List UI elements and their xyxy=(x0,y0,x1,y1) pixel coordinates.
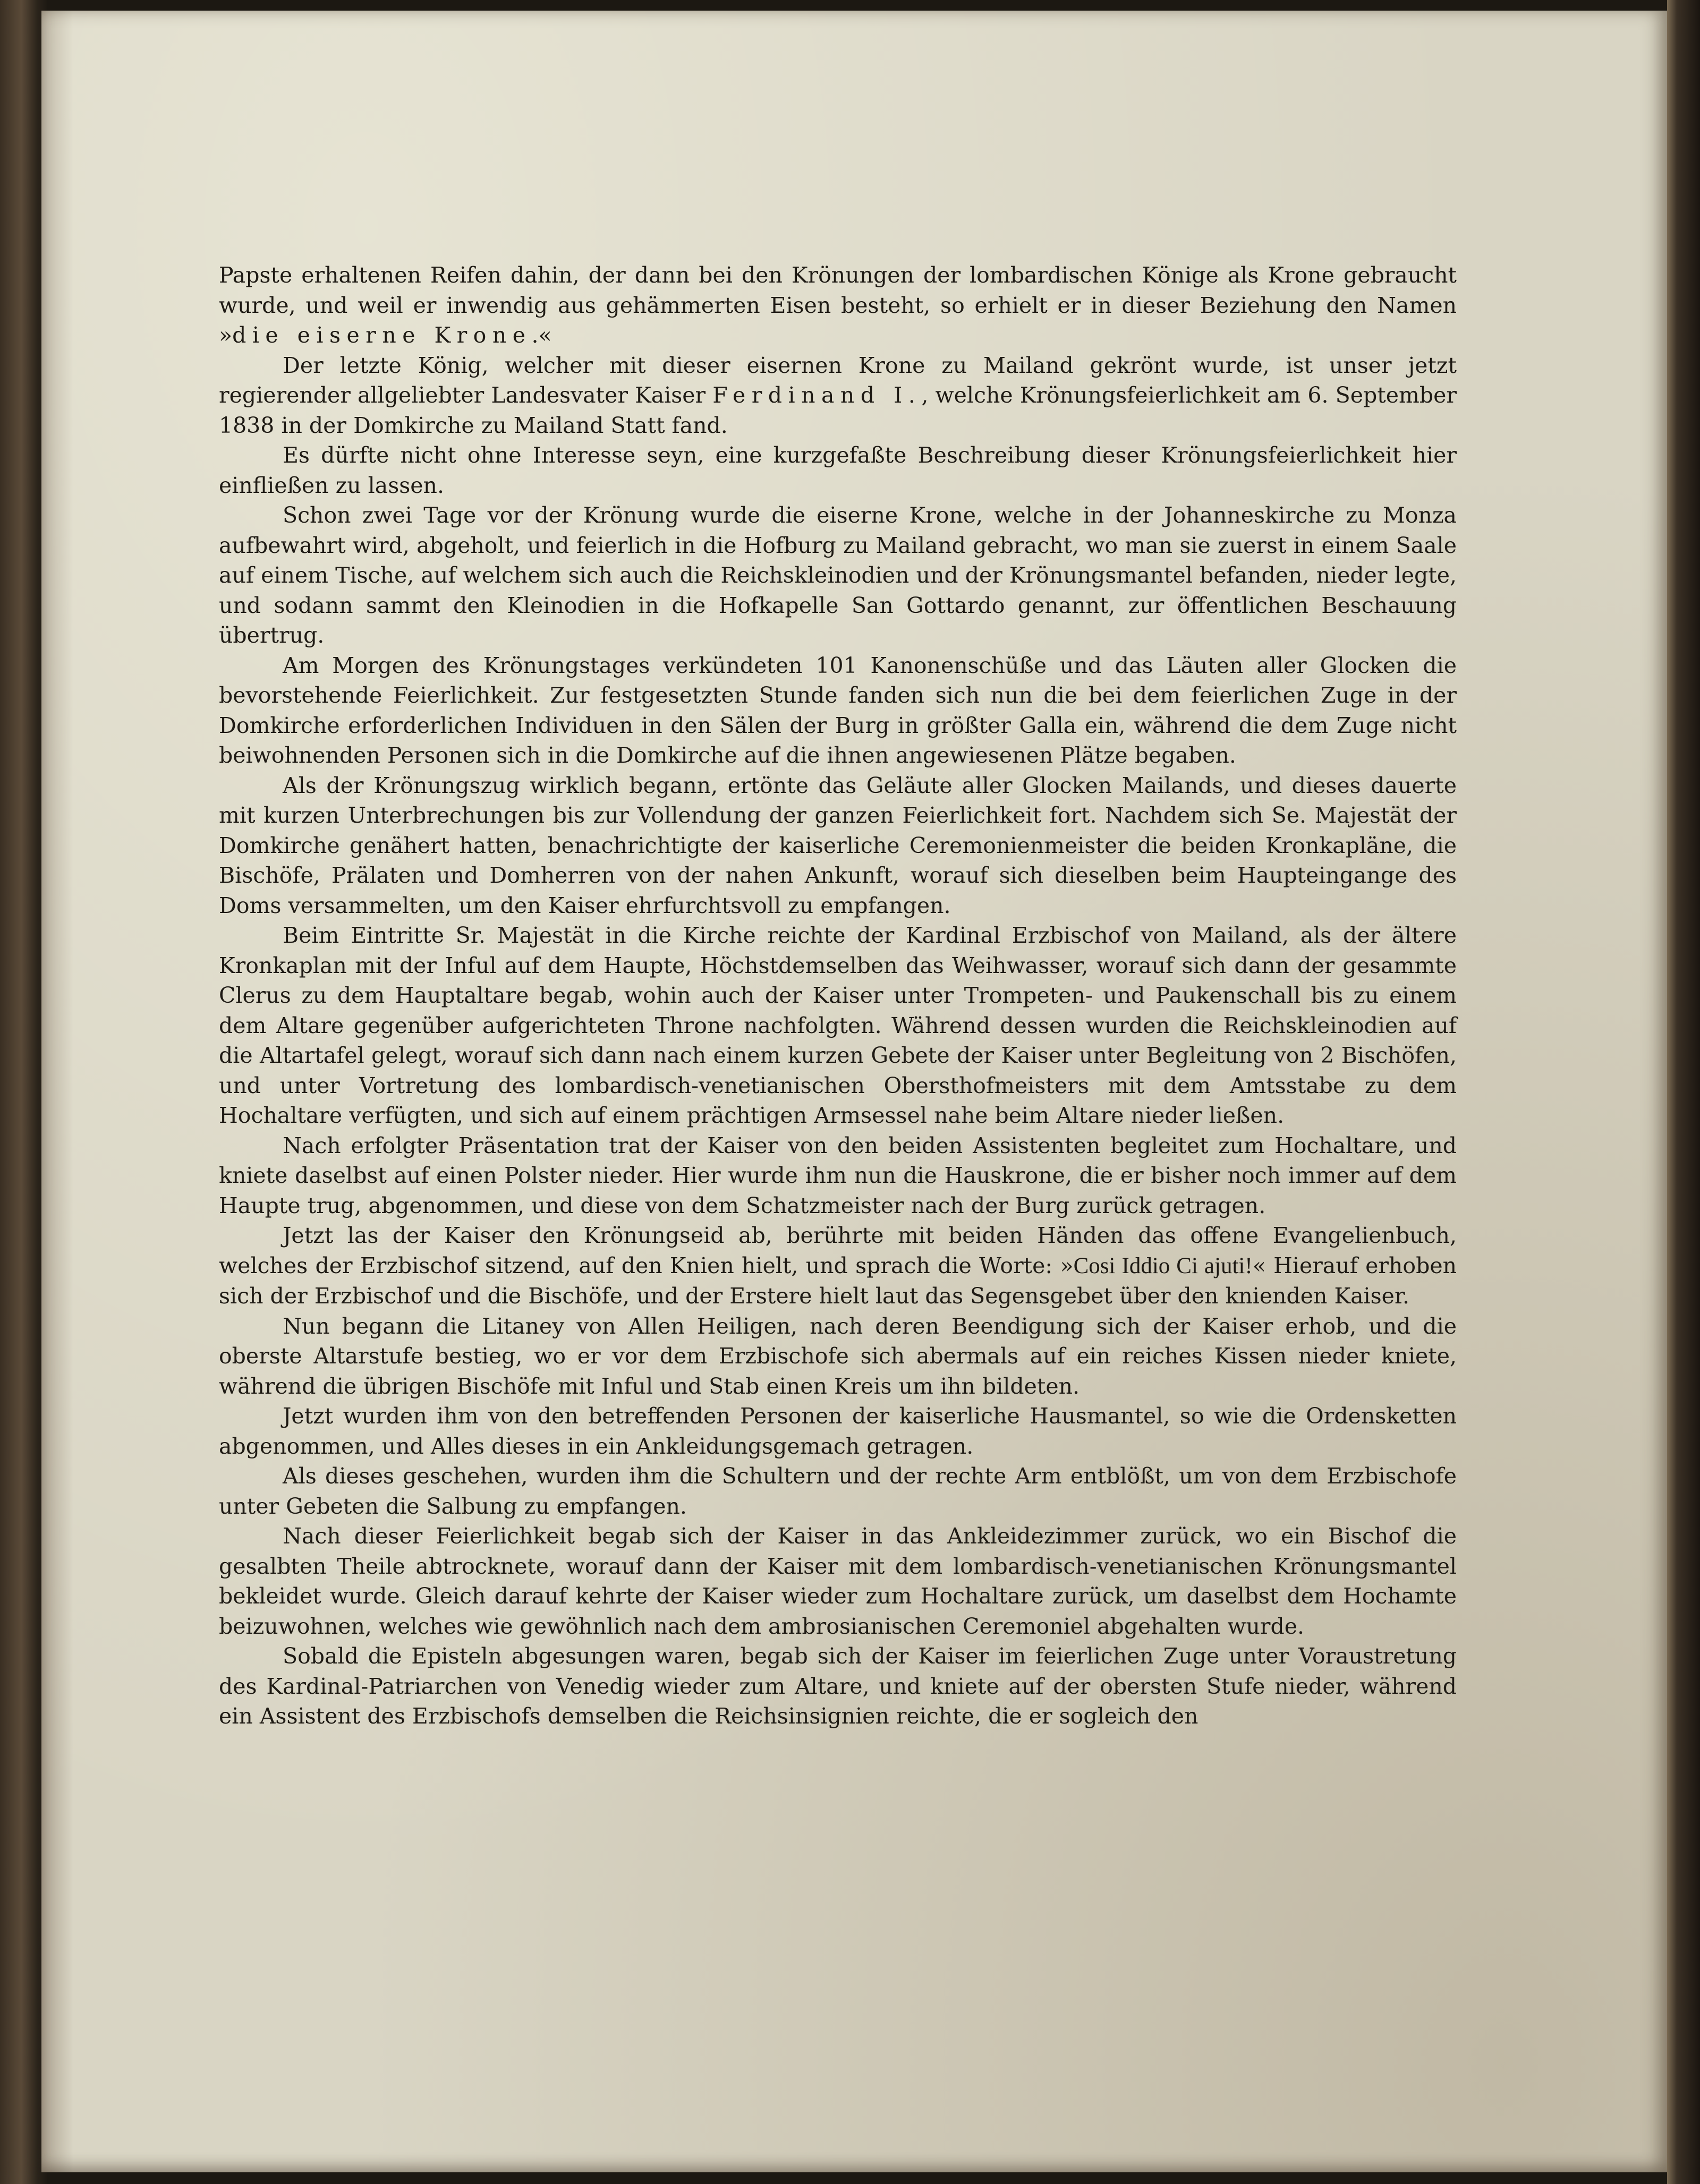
text-span: Sobald die Episteln abgesungen waren, begab sich der Kaiser im feierlichen Zuge unter Voraustretung des Kardinal-Patriarchen von Venedig wieder zum Altare, und kniete auf der obersten Stufe nieder, während ein Assistent des Erzbischofs demselben die Reichsinsignien reichte, die er sogleich den xyxy=(219,1643,1457,1729)
paragraph-7 xyxy=(219,920,1457,1131)
paragraph-11 xyxy=(219,1401,1457,1461)
emphasized-text: Ferdinand I. xyxy=(712,382,922,408)
text-span: Beim Eintritte Sr. Majestät in die Kirche reichte der Kardinal Erzbischof von Mailand, als der ältere Kronkaplan mit der Inful auf dem Haupte, Höchstdemselben das Weihwasser, worauf sich dann der gesammte Clerus zu dem Hauptaltare begab, wohin auch der Kaiser unter Trompeten- und Paukenschall bis zu einem dem Altare gegenüber aufgerichteten Throne nachfolgten. Während dessen wurden die Reichskleinodien auf die Altartafel gelegt, worauf sich dann nach einem kurzen Gebete der Kaiser unter Begleitung von 2 Bischöfen, und unter Vortretung des lombardisch-venetianischen Obersthofmeisters mit dem Amtsstabe zu dem Hochaltare verfügten, und sich auf einem prächtigen Armsessel nahe beim Altare nieder ließen. xyxy=(219,923,1457,1128)
text-span: Am Morgen des Krönungstages verkündeten 101 Kanonenschüße und das Läuten aller Glocken die bevorstehende Feierlichkeit. Zur festgesetzten Stunde fanden sich nun die bei dem feierlichen Zuge in der Domkirche erforderlichen Individuen in den Sälen der Burg in größter Galla ein, während die dem Zuge nicht beiwohnenden Personen sich in die Domkirche auf die ihnen angewiesenen Plätze begaben. xyxy=(219,652,1457,768)
paragraph-5 xyxy=(219,651,1457,771)
text-span: Der letzte König, welcher mit dieser eisernen Krone zu Mailand gekrönt wurde, ist unser jetzt regierender allgeliebter Landesvater Kaiser xyxy=(219,352,1457,408)
text-span: Papste erhaltenen Reifen dahin, der dann bei den Krönungen der lombardischen Könige als Krone gebraucht wurde, und weil er inwendig aus gehämmerten Eisen besteht, so erhielt er in dieser Beziehung den Namen » xyxy=(219,262,1457,348)
text-span: Jetzt wurden ihm von den betreffenden Personen der kaiserliche Hausmantel, so wie die Ordensketten abgenommen, und Alles dieses in ein Ankleidungsgemach getragen. xyxy=(219,1403,1457,1459)
paragraph-9 xyxy=(219,1221,1457,1311)
paragraph-1 xyxy=(219,260,1457,351)
text-span: .« xyxy=(531,322,552,348)
paragraph-6 xyxy=(219,771,1457,921)
text-span: Es dürfte nicht ohne Interesse seyn, eine kurzgefaßte Beschreibung dieser Krönungsfeierlichkeit hier einfließen zu lassen. xyxy=(219,442,1457,498)
text-span: « Hierauf erhoben sich der Erzbischof und die Bischöfe, und der Erstere hielt laut das Segensgebet über den knienden Kaiser. xyxy=(219,1252,1457,1309)
page-text xyxy=(219,260,1457,1731)
paragraph-8 xyxy=(219,1131,1457,1221)
latin-quote: Cosi Iddio Ci ajuti! xyxy=(1073,1253,1253,1278)
text-span: Nach dieser Feierlichkeit begab sich der Kaiser in das Ankleidezimmer zurück, wo ein Bischof die gesalbten Theile abtrocknete, worauf dann der Kaiser mit dem lombardisch-venetianischen Krönungsmantel bekleidet wurde. Gleich darauf kehrte der Kaiser wieder zum Hochaltare zurück, um daselbst dem Hochamte beizuwohnen, welches wie gewöhnlich nach dem ambrosianischen Ceremoniel abgehalten wurde. xyxy=(219,1523,1457,1639)
paragraph-12 xyxy=(219,1461,1457,1521)
paragraph-10 xyxy=(219,1311,1457,1402)
text-span: Als dieses geschehen, wurden ihm die Schultern und der rechte Arm entblößt, um von dem Erzbischofe unter Gebeten die Salbung zu empfangen. xyxy=(219,1463,1457,1519)
paragraph-2 xyxy=(219,351,1457,441)
text-span: Als der Krönungszug wirklich begann, ertönte das Geläute aller Glocken Mailands, und dieses dauerte mit kurzen Unterbrechungen bis zur Vollendung der ganzen Feierlichkeit fort. Nachdem sich Se. Majestät der Domkirche genähert hatten, benachrichtigte der kaiserliche Ceremonienmeister die beiden Kronkapläne, die Bischöfe, Prälaten und Domherren von der nahen Ankunft, worauf sich dieselben beim Haupteingange des Doms versammelten, um den Kaiser ehrfurchtsvoll zu empfangen. xyxy=(219,772,1457,918)
paragraph-13 xyxy=(219,1521,1457,1641)
paragraph-4 xyxy=(219,500,1457,651)
text-span: Schon zwei Tage vor der Krönung wurde die eiserne Krone, welche in der Johanneskirche zu Monza aufbewahrt wird, abgeholt, und feierlich in die Hofburg zu Mailand gebracht, wo man sie zuerst in einem Saale auf einem Tische, auf welchem sich auch die Reichskleinodien und der Krönungsmantel befanden, nieder legte, und sodann sammt den Kleinodien in die Hofkapelle San Gottardo genannt, zur öffentlichen Beschauung übertrug. xyxy=(219,502,1457,648)
emphasized-text: die eiserne Krone xyxy=(232,322,532,348)
text-span: Nun begann die Litaney von Allen Heiligen, nach deren Beendigung sich der Kaiser erhob, und die oberste Altarstufe bestieg, wo er vor dem Erzbischofe sich abermals auf ein reiches Kissen nieder kniete, während die übrigen Bischöfe mit Inful und Stab einen Kreis um ihn bildeten. xyxy=(219,1313,1457,1399)
paragraph-3 xyxy=(219,440,1457,500)
text-span: Jetzt las der Kaiser den Krönungseid ab, berührte mit beiden Händen das offene Evangelienbuch, welches der Erzbischof sitzend, auf den Knien hielt, und sprach die Worte: » xyxy=(219,1223,1457,1278)
text-span: , welche Krönungsfeierlichkeit am 6. September 1838 in der Domkirche zu Mailand Statt fand. xyxy=(219,382,1457,438)
paragraph-14 xyxy=(219,1641,1457,1731)
page-edge xyxy=(1667,0,1700,2184)
text-span: Nach erfolgter Präsentation trat der Kaiser von den beiden Assistenten begleitet zum Hochaltare, und kniete daselbst auf einen Polster nieder. Hier wurde ihm nun die Hauskrone, die er bisher noch immer auf dem Haupte trug, abgenommen, und diese von dem Schatzmeister nach der Burg zurück getragen. xyxy=(219,1132,1457,1218)
